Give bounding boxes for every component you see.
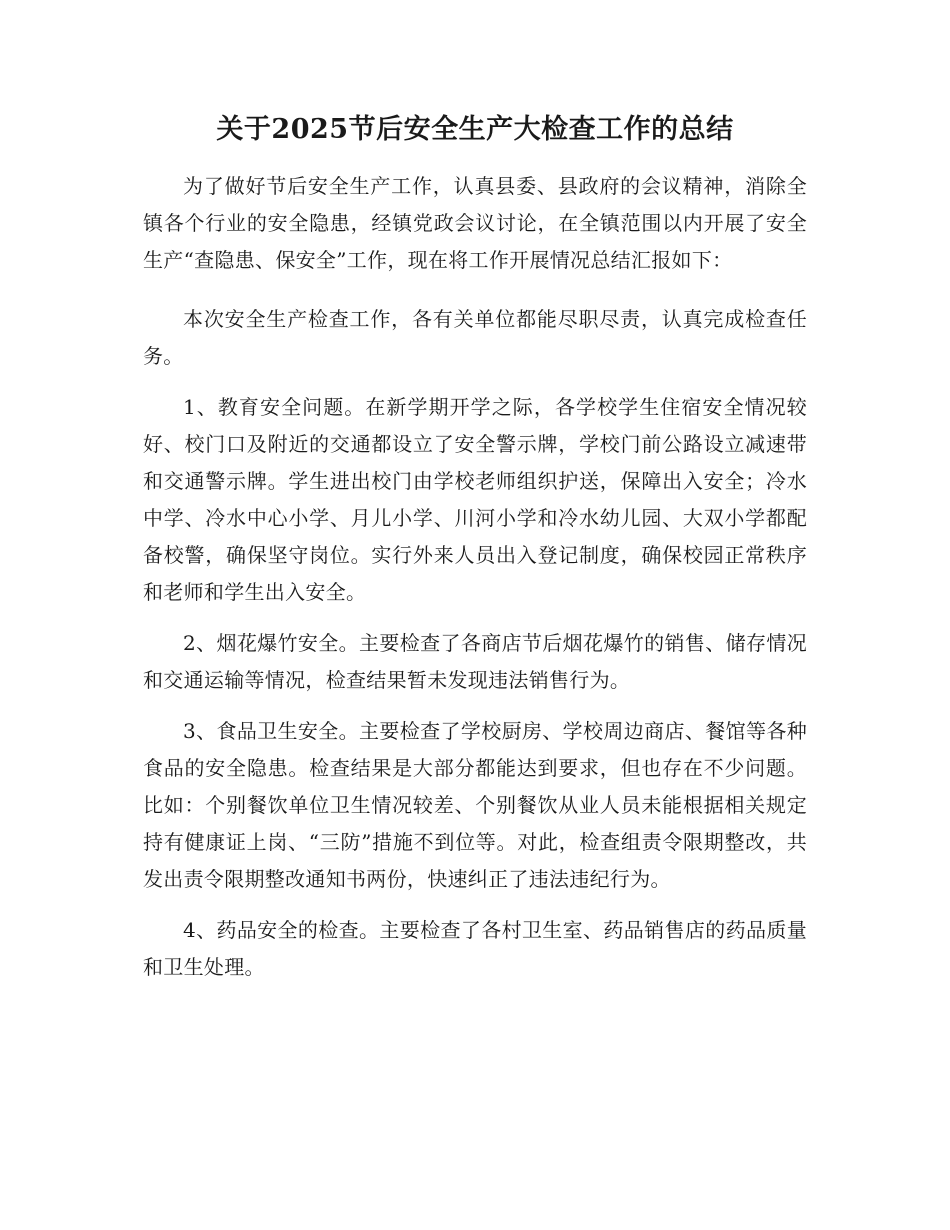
document-title: 关于2025节后安全生产大检查工作的总结 [216,114,734,145]
paragraph-summary: 本次安全生产检查工作，各有关单位都能尽职尽责，认真完成检查任务。 [143,307,807,368]
paragraph-drug-safety: 4、药品安全的检查。主要检查了各村卫生室、药品销售店的药品质量和卫生处理。 [143,918,807,979]
paragraph-education-safety: 1、教育安全问题。在新学期开学之际，各学校学生住宿安全情况较好、校门口及附近的交通都设立了安全警示牌，学校门前公路设立减速带和交通警示牌。学生进出校门由学校老师组织护送，保障出入安全；冷水中学、冷水中心小学、月儿小学、川河小学和冷水幼儿园、大双小学都配备校警，确保坚守岗位。实行外来人员出入登记制度，确保校园正常秩序和老师和学生出入安全。 [143,395,807,604]
paragraph-fireworks-safety: 2、烟花爆竹安全。主要检查了各商店节后烟花爆竹的销售、储存情况和交通运输等情况，检查结果暂未发现违法销售行为。 [143,631,807,692]
paragraph-food-safety: 3、食品卫生安全。主要检查了学校厨房、学校周边商店、餐馆等各种食品的安全隐患。检查结果是大部分都能达到要求，但也存在不少问题。比如：个别餐饮单位卫生情况较差、个别餐饮从业人员未能根据相关规定持有健康证上岗、“三防”措施不到位等。对此，检查组责令限期整改，共发出责令限期整改通知书两份，快速纠正了违法违纪行为。 [143,719,807,891]
paragraph-intro: 为了做好节后安全生产工作，认真县委、县政府的会议精神，消除全镇各个行业的安全隐患，经镇党政会议讨论，在全镇范围以内开展了安全生产“查隐患、保安全”工作，现在将工作开展情况总结汇报如下： [143,174,807,272]
